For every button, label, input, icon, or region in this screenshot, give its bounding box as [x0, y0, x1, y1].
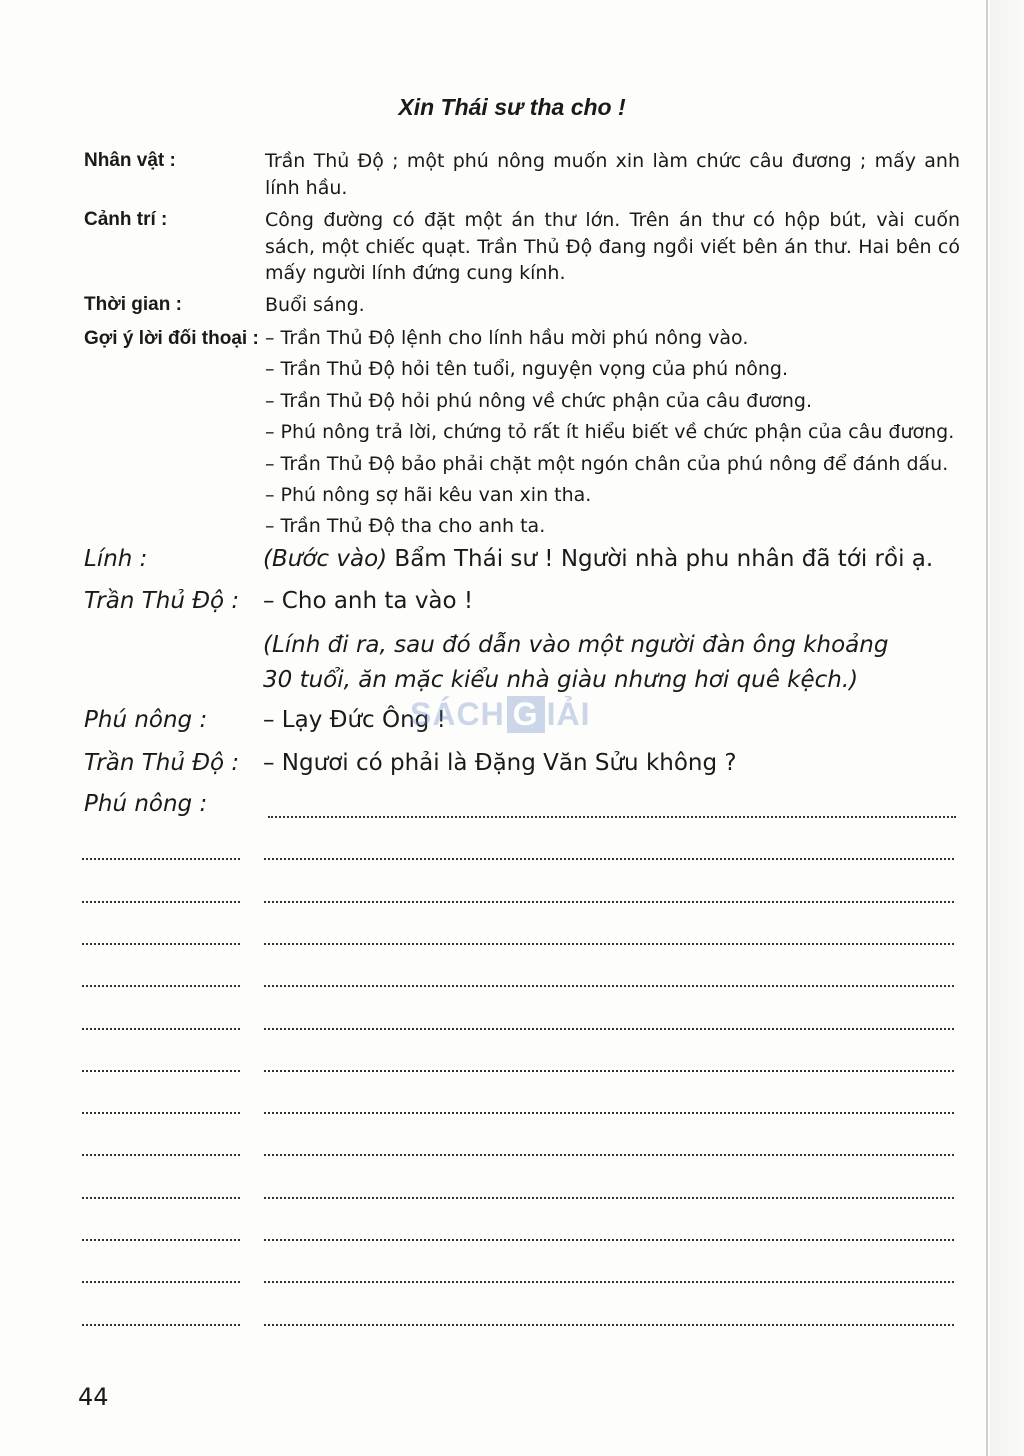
answer-line[interactable] [264, 1024, 954, 1030]
answer-speaker-line[interactable] [82, 1150, 240, 1156]
watermark-text: G [507, 696, 545, 733]
label-time: Thời gian : [84, 294, 182, 315]
speaker-linh: Lính : [84, 546, 148, 572]
page-number: 44 [78, 1383, 109, 1411]
answer-line[interactable] [264, 981, 954, 987]
speaker-phu-nong: Phú nông : [84, 791, 208, 817]
label-setting: Cảnh trí : [84, 209, 168, 230]
page-title: Xin Thái sư tha cho ! [398, 94, 626, 120]
hint-item: – Trần Thủ Độ bảo phải chặt một ngón chân của phú nông để đánh dấu. [265, 453, 949, 475]
answer-line[interactable] [264, 1150, 954, 1156]
label-hints: Gợi ý lời đối thoại : [84, 328, 259, 349]
dialogue-text: Bẩm Thái sư ! Người nhà phu nhân đã tới rồi ạ. [387, 546, 934, 572]
hint-item: – Phú nông trả lời, chứng tỏ rất ít hiểu biết về chức phận của câu đương. [265, 421, 955, 443]
watermark-text: SÁCH [410, 696, 505, 732]
hint-item: – Trần Thủ Độ hỏi tên tuổi, nguyện vọng của phú nông. [265, 358, 789, 380]
answer-speaker-line[interactable] [82, 897, 240, 903]
text-time: Buổi sáng. [265, 294, 365, 316]
answer-line[interactable] [264, 1235, 954, 1241]
answer-speaker-line[interactable] [82, 1108, 240, 1114]
watermark-logo [410, 696, 590, 733]
page-edge-shadow [990, 0, 1024, 1456]
label-characters: Nhân vật : [84, 150, 176, 171]
speaker-tran-thu-do: Trần Thủ Độ : [84, 750, 240, 776]
answer-line[interactable] [264, 1193, 954, 1199]
answer-line[interactable] [264, 897, 954, 903]
text-setting: Công đường có đặt một án thư lớn. Trên án thư có hộp bút, vài cuốn sách, một chiếc quạt. Trần Thủ Độ đang ngồi viết bên án thư. Hai bên có mấy người lính đứng cung kính. [265, 209, 960, 284]
dialogue-text: – Cho anh ta vào ! [263, 588, 474, 614]
text-characters: Trần Thủ Độ ; một phú nông muốn xin làm chức câu đương ; mấy anh lính hầu. [265, 150, 960, 199]
page-edge-line [986, 0, 988, 1456]
answer-speaker-line[interactable] [82, 1193, 240, 1199]
answer-speaker-line[interactable] [82, 1066, 240, 1072]
answer-speaker-line[interactable] [82, 939, 240, 945]
answer-line[interactable] [268, 812, 956, 818]
stage-direction: (Lính đi ra, sau đó dẫn vào một người đàn ông khoảng [263, 632, 889, 658]
hint-item: – Trần Thủ Độ tha cho anh ta. [265, 515, 546, 537]
answer-speaker-line[interactable] [82, 1024, 240, 1030]
speaker-tran-thu-do: Trần Thủ Độ : [84, 588, 240, 614]
hint-item: – Phú nông sợ hãi kêu van xin tha. [265, 484, 592, 506]
answer-speaker-line[interactable] [82, 854, 240, 860]
answer-line[interactable] [264, 1320, 954, 1326]
dialogue-line [263, 546, 963, 572]
hint-item: – Trần Thủ Độ lệnh cho lính hầu mời phú nông vào. [265, 327, 749, 349]
stage-direction: 30 tuổi, ăn mặc kiểu nhà giàu nhưng hơi quê kệch.) [263, 667, 859, 693]
hint-item: – Trần Thủ Độ hỏi phú nông về chức phận của câu đương. [265, 390, 813, 412]
answer-speaker-line[interactable] [82, 1320, 240, 1326]
answer-line[interactable] [264, 1277, 954, 1283]
watermark-text: IẢI [546, 696, 591, 732]
answer-line[interactable] [264, 854, 954, 860]
dialogue-text: – Ngươi có phải là Đặng Văn Sửu không ? [263, 750, 737, 776]
stage-direction: (Bước vào) [263, 546, 388, 572]
answer-line[interactable] [264, 1066, 954, 1072]
answer-speaker-line[interactable] [82, 1235, 240, 1241]
answer-line[interactable] [264, 939, 954, 945]
answer-line[interactable] [264, 1108, 954, 1114]
answer-speaker-line[interactable] [82, 981, 240, 987]
answer-speaker-line[interactable] [82, 1277, 240, 1283]
dialogue-text: – Lạy Đức Ông ! [263, 707, 446, 733]
speaker-phu-nong: Phú nông : [84, 707, 208, 733]
